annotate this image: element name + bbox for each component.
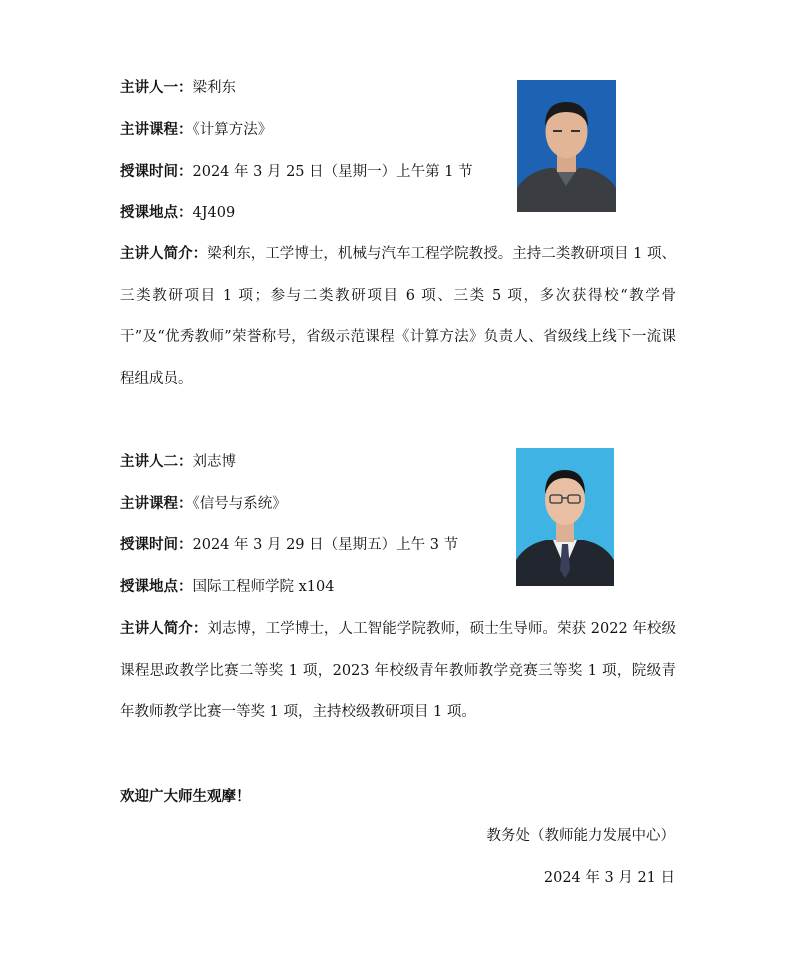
speaker2-course: 《信号与系统》 — [192, 496, 287, 512]
speaker1-portrait-icon — [517, 80, 616, 212]
speaker2-course-label: 主讲课程： — [120, 495, 193, 512]
speaker1-name: 梁利东 — [192, 80, 236, 96]
speaker1-course-line — [120, 120, 272, 140]
speaker2-portrait-icon — [516, 448, 614, 586]
speaker2-name-line — [120, 452, 236, 472]
speaker1-place: 4J409 — [192, 205, 236, 221]
speaker1-bio-text: 梁利东，工学博士，机械与汽车工程学院教授。主持二类教研项目 1 项、三类教研项目 1 项；参与二类教研项目 6 项、三类 5 项，多次获得校“教学骨干”及“优秀教师”荣誉称号，省级示范课程《计算方法》负责人、省级线上线下一流课程组成员。 — [120, 246, 676, 387]
speaker2-time-label: 授课时间： — [120, 536, 193, 553]
speaker1-course-label: 主讲课程： — [120, 121, 193, 138]
speaker2-bio — [120, 608, 676, 734]
speaker1-time-line — [120, 162, 473, 182]
speaker2-photo — [516, 448, 614, 586]
speaker2-bio-text: 刘志博，工学博士，人工智能学院教师，硕士生导师。荣获 2022 年校级课程思政教学比赛二等奖 1 项，2023 年校级青年教师教学竞赛三等奖 1 项，院级青年教师教学比赛一等奖 1 项，主持校级教研项目 1 项。 — [120, 621, 677, 720]
speaker1-bio — [120, 233, 676, 400]
speaker2-place-label: 授课地点： — [120, 578, 193, 595]
speaker2-name: 刘志博 — [192, 454, 236, 470]
speaker1-name-line — [120, 78, 236, 98]
speaker2-time: 2024 年 3 月 29 日（星期五）上午 3 节 — [192, 537, 459, 553]
speaker2-course-line — [120, 494, 287, 514]
speaker2-time-line — [120, 535, 458, 555]
organizer: 教务处（教师能力发展中心） — [486, 828, 675, 844]
speaker2-place-line — [120, 577, 334, 597]
speaker1-photo — [517, 80, 616, 212]
speaker1-name-label: 主讲人一： — [120, 79, 193, 96]
speaker1-bio-label: 主讲人简介： — [120, 245, 208, 262]
speaker1-place-line — [120, 203, 235, 223]
speaker1-time-label: 授课时间： — [120, 163, 193, 180]
speaker2-place: 国际工程师学院 x104 — [192, 579, 335, 595]
welcome-text: 欢迎广大师生观摩！ — [120, 788, 251, 805]
notice-date: 2024 年 3 月 21 日 — [543, 870, 675, 886]
speaker2-name-label: 主讲人二： — [120, 453, 193, 470]
speaker1-time: 2024 年 3 月 25 日（星期一）上午第 1 节 — [192, 164, 473, 180]
speaker2-bio-label: 主讲人简介： — [120, 620, 208, 637]
speaker1-place-label: 授课地点： — [120, 204, 193, 221]
speaker1-course: 《计算方法》 — [192, 122, 273, 138]
